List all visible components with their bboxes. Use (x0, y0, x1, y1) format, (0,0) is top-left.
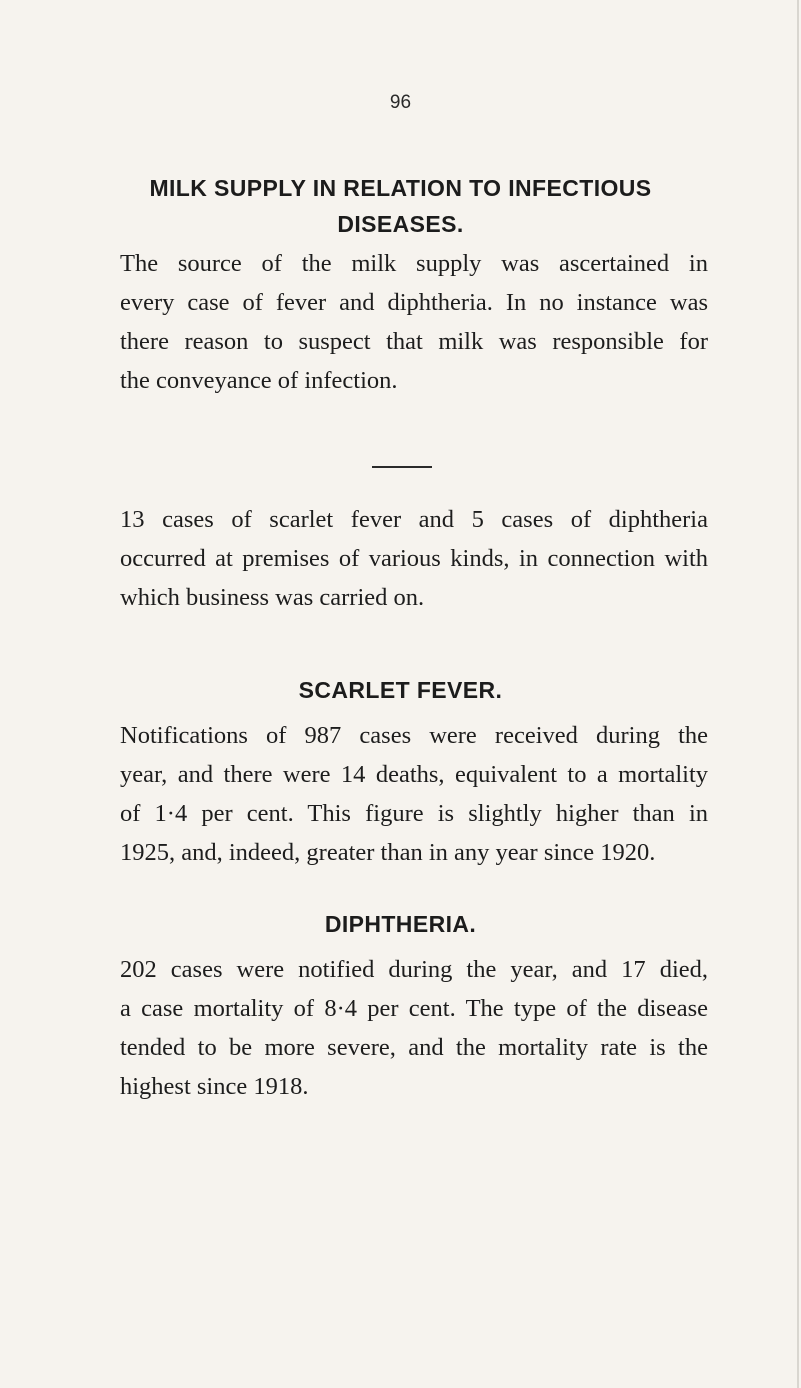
text-line: tended to be more severe, and the mortality rate is the (120, 1034, 708, 1061)
text-line: of 1·4 per cent. This figure is slightly higher than in (120, 800, 708, 827)
text-line: 13 cases of scarlet fever and 5 cases of diphtheria (120, 506, 708, 533)
text-line: year, and there were 14 deaths, equivalent to a mortality (120, 761, 708, 788)
text-line: occurred at premises of various kinds, in connection with (120, 545, 708, 572)
page-number: 96 (389, 92, 412, 113)
text-line: a case mortality of 8·4 per cent. The type of the disease (120, 995, 708, 1022)
heading-milk-supply-line-2: DISEASES. (337, 211, 464, 237)
text-line: every case of fever and diphtheria. In no instance was (120, 289, 708, 316)
heading-milk-supply-line-1: MILK SUPPLY IN RELATION TO INFECTIOUS (149, 175, 652, 201)
heading-scarlet-fever: SCARLET FEVER. (298, 677, 503, 703)
text-line: Notifications of 987 cases were received during the (120, 722, 708, 749)
text-line: the conveyance of infection. (120, 367, 398, 394)
paragraph-scarlet-fever (120, 716, 708, 872)
text-line: 202 cases were notified during the year, and 17 died, (120, 956, 708, 983)
section-divider-rule (372, 466, 432, 468)
heading-diphtheria: DIPHTHERIA. (324, 911, 477, 937)
text-line: 1925, and, indeed, greater than in any year since 1920. (120, 839, 656, 866)
paragraph-diphtheria (120, 950, 708, 1106)
text-line: there reason to suspect that milk was responsible for (120, 328, 708, 355)
paragraph-milk-source (120, 244, 708, 400)
text-line: which business was carried on. (120, 584, 425, 611)
text-line: highest since 1918. (120, 1073, 309, 1100)
text-line: The source of the milk supply was ascertained in (120, 250, 708, 277)
paragraph-premises-cases (120, 500, 708, 617)
heading-milk-supply (0, 170, 801, 242)
